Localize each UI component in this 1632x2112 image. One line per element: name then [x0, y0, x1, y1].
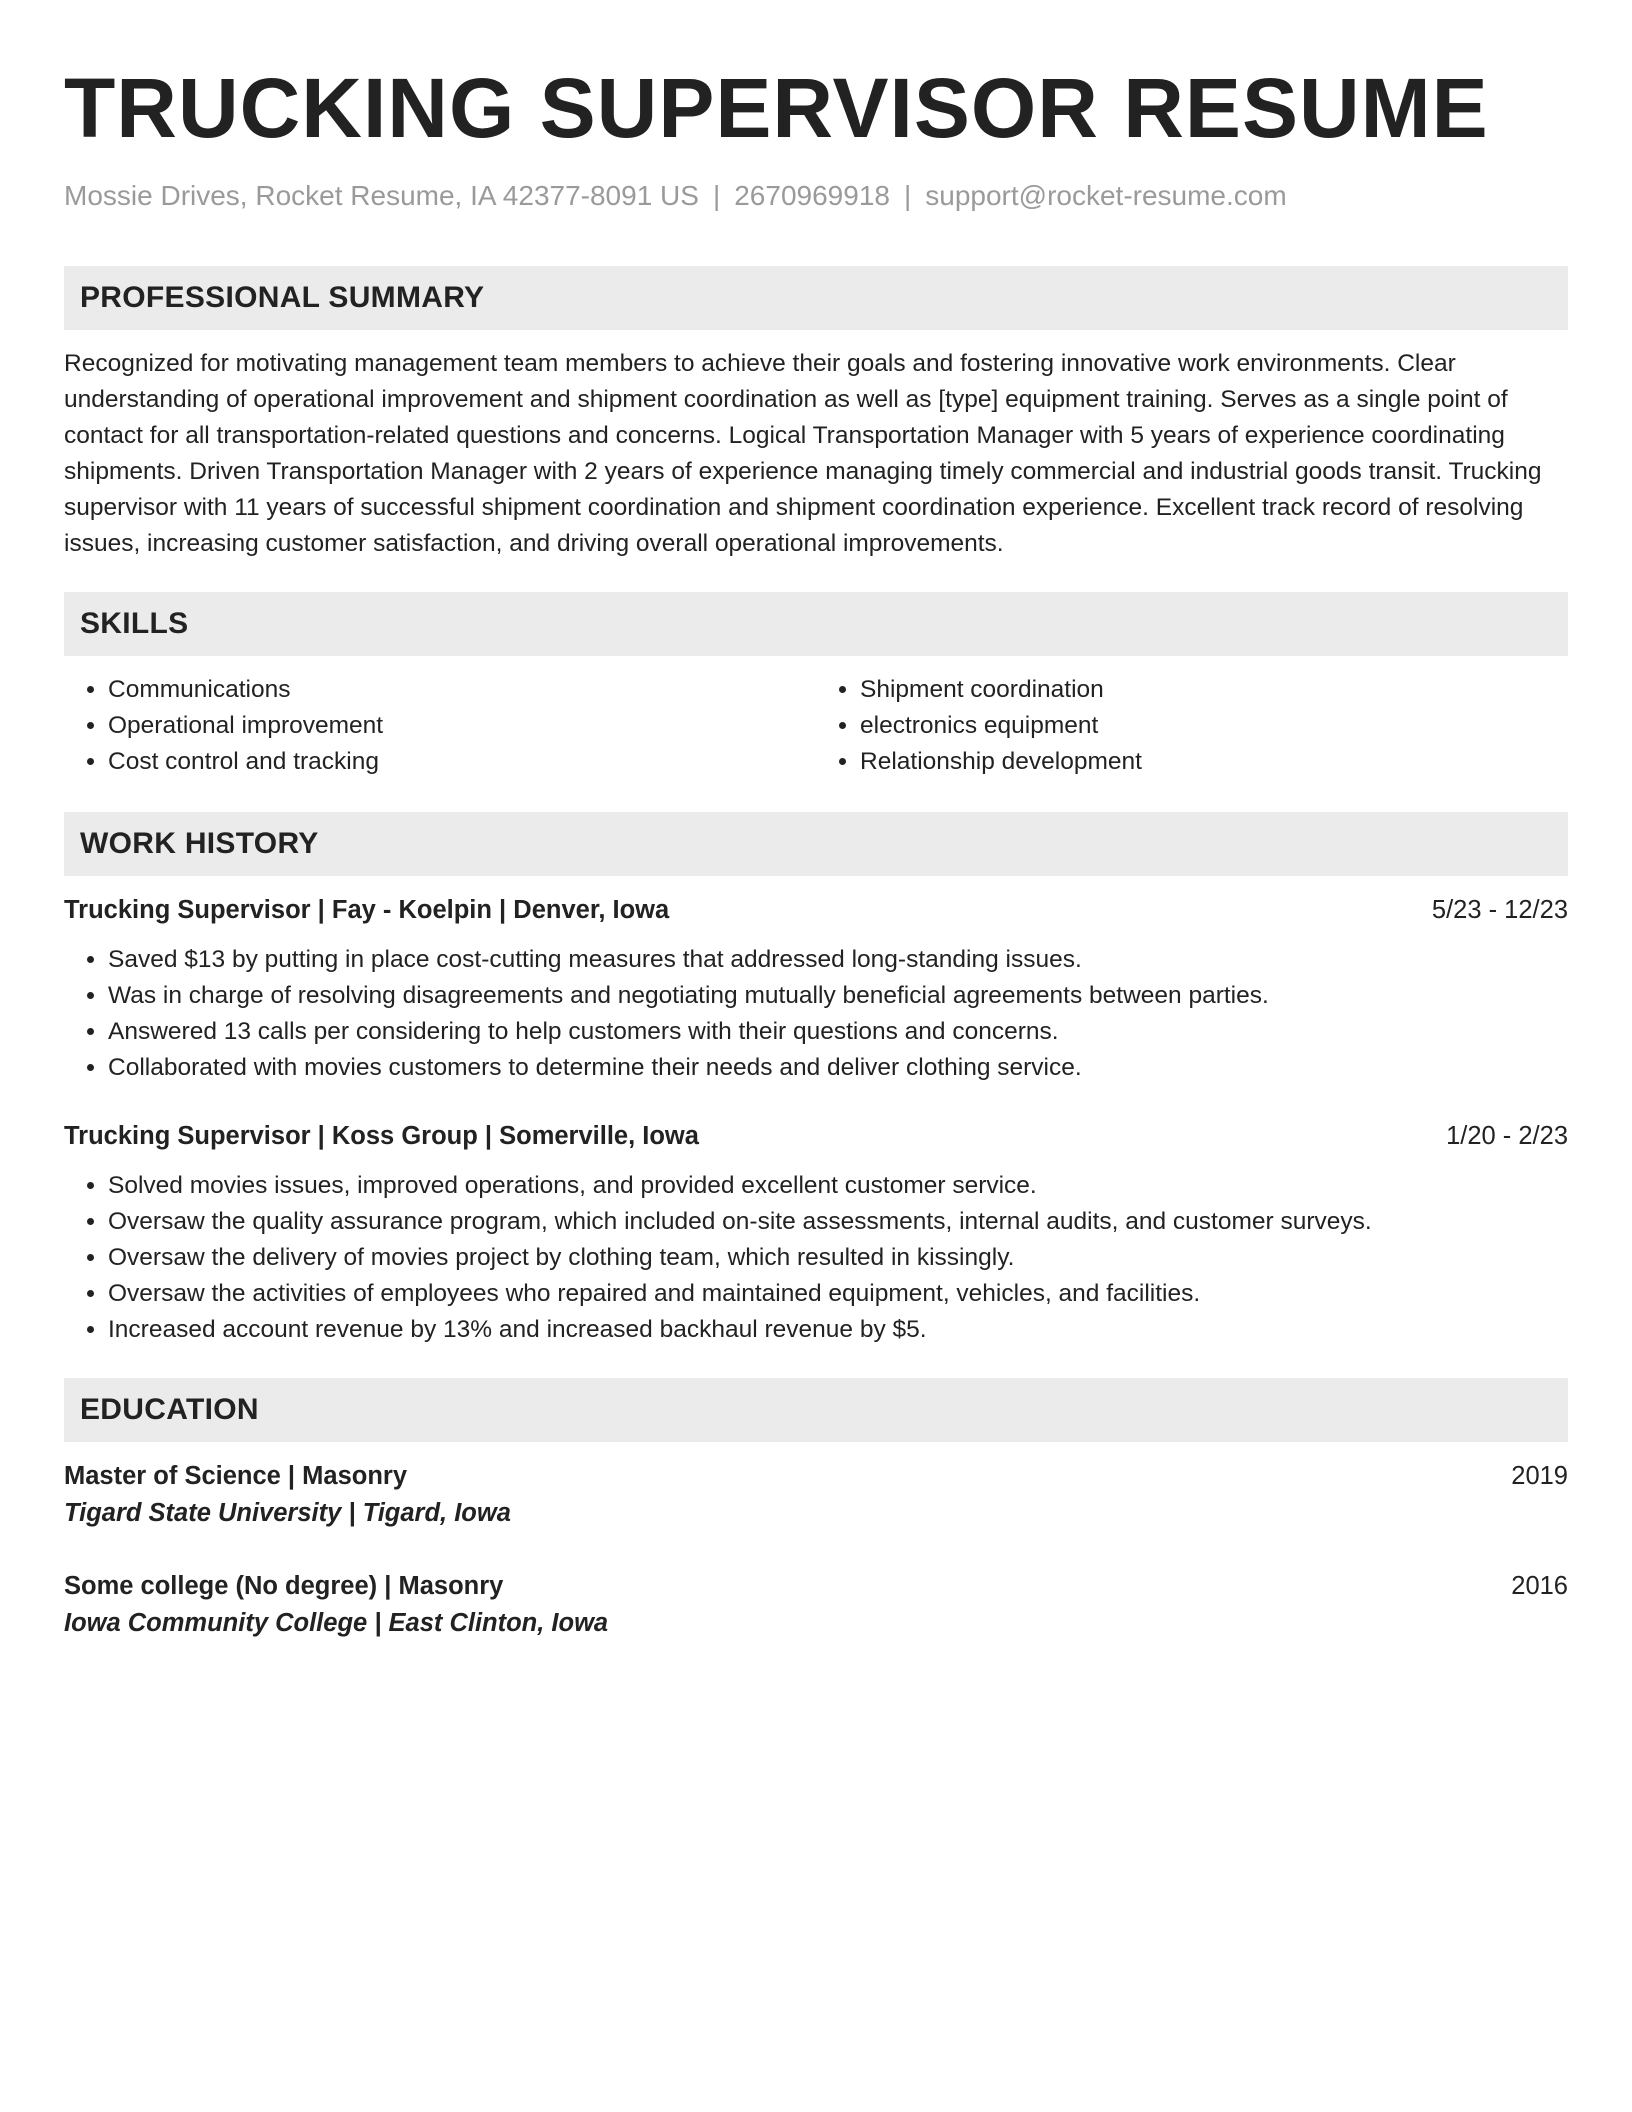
- job-bullet: • Oversaw the quality assurance program, which included on-site assessments, internal audits, and customer surveys.: [108, 1204, 1568, 1240]
- job-header: [64, 892, 1568, 928]
- skills-column-right: [816, 672, 1568, 780]
- contact-line: [64, 178, 1568, 214]
- skill-item: • Communications: [108, 672, 816, 708]
- job-bullet: • Increased account revenue by 13% and increased backhaul revenue by $5.: [108, 1312, 1568, 1348]
- skill-item: • Operational improvement: [108, 708, 816, 744]
- job-bullet: • Answered 13 calls per considering to help customers with their questions and concerns.: [108, 1014, 1568, 1050]
- job-bullet: • Solved movies issues, improved operations, and provided excellent customer service.: [108, 1168, 1568, 1204]
- job-bullets: [64, 1168, 1568, 1348]
- contact-separator: |: [903, 180, 912, 211]
- section-heading-summary: PROFESSIONAL SUMMARY: [64, 266, 1568, 330]
- education-school: Tigard State University | Tigard, Iowa: [64, 1499, 511, 1527]
- skill-item: • Shipment coordination: [860, 672, 1568, 708]
- section-heading-work-history: WORK HISTORY: [64, 812, 1568, 876]
- skills-column-left: [64, 672, 816, 780]
- summary-text: Recognized for motivating management team members to achieve their goals and fostering innovative work environments. Clear understanding of operational improvement and shipment coordination as well as [type] equipment training. Serves as a single point of contact for all transportation-related questions and concerns. Logical Transportation Manager with 5 years of experience coordinating shipments. Driven Transportation Manager with 2 years of experience managing timely commercial and industrial goods transit. Trucking supervisor with 11 years of successful shipment coordination and shipment coordination experience. Excellent track record of resolving issues, increasing customer satisfaction, and driving overall operational improvements.: [64, 350, 1542, 557]
- job-dates: 1/20 - 2/23: [1446, 1122, 1568, 1150]
- education-degree: Some college (No degree) | Masonry: [64, 1572, 504, 1600]
- section-heading-skills: SKILLS: [64, 592, 1568, 656]
- education-year: 2016: [1511, 1572, 1568, 1600]
- skill-item: • Cost control and tracking: [108, 744, 816, 780]
- job-bullets: [64, 942, 1568, 1086]
- section-heading-education: EDUCATION: [64, 1378, 1568, 1442]
- skill-item: • electronics equipment: [860, 708, 1568, 744]
- education-header: [64, 1458, 1568, 1494]
- skill-item: • Relationship development: [860, 744, 1568, 780]
- education-degree: Master of Science | Masonry: [64, 1462, 408, 1490]
- contact-phone: 2670969918: [734, 180, 890, 211]
- education-entry: [64, 1458, 1568, 1532]
- job-title: Trucking Supervisor | Koss Group | Somerville, Iowa: [64, 1122, 699, 1150]
- contact-email: support@rocket-resume.com: [925, 180, 1287, 211]
- job-title: Trucking Supervisor | Fay - Koelpin | Denver, Iowa: [64, 896, 670, 924]
- education-entry: [64, 1568, 1568, 1642]
- job-bullet: • Saved $13 by putting in place cost-cutting measures that addressed long-standing issues.: [108, 942, 1568, 978]
- job-bullet: • Was in charge of resolving disagreements and negotiating mutually beneficial agreements between parties.: [108, 978, 1568, 1014]
- job-entry: [64, 1118, 1568, 1348]
- job-header: [64, 1118, 1568, 1154]
- education-header: [64, 1568, 1568, 1604]
- resume-title: TRUCKING SUPERVISOR RESUME: [64, 61, 1489, 155]
- contact-separator: |: [712, 180, 721, 211]
- job-dates: 5/23 - 12/23: [1431, 896, 1568, 924]
- job-bullet: • Collaborated with movies customers to determine their needs and deliver clothing service.: [108, 1050, 1568, 1086]
- contact-address: Mossie Drives, Rocket Resume, IA 42377-8091 US: [64, 180, 699, 211]
- education-school: Iowa Community College | East Clinton, Iowa: [64, 1609, 609, 1637]
- job-entry: [64, 892, 1568, 1086]
- job-bullet: • Oversaw the delivery of movies project by clothing team, which resulted in kissingly.: [108, 1240, 1568, 1276]
- job-bullet: • Oversaw the activities of employees who repaired and maintained equipment, vehicles, and facilities.: [108, 1276, 1568, 1312]
- education-year: 2019: [1511, 1462, 1568, 1490]
- skills-list: [64, 672, 1568, 780]
